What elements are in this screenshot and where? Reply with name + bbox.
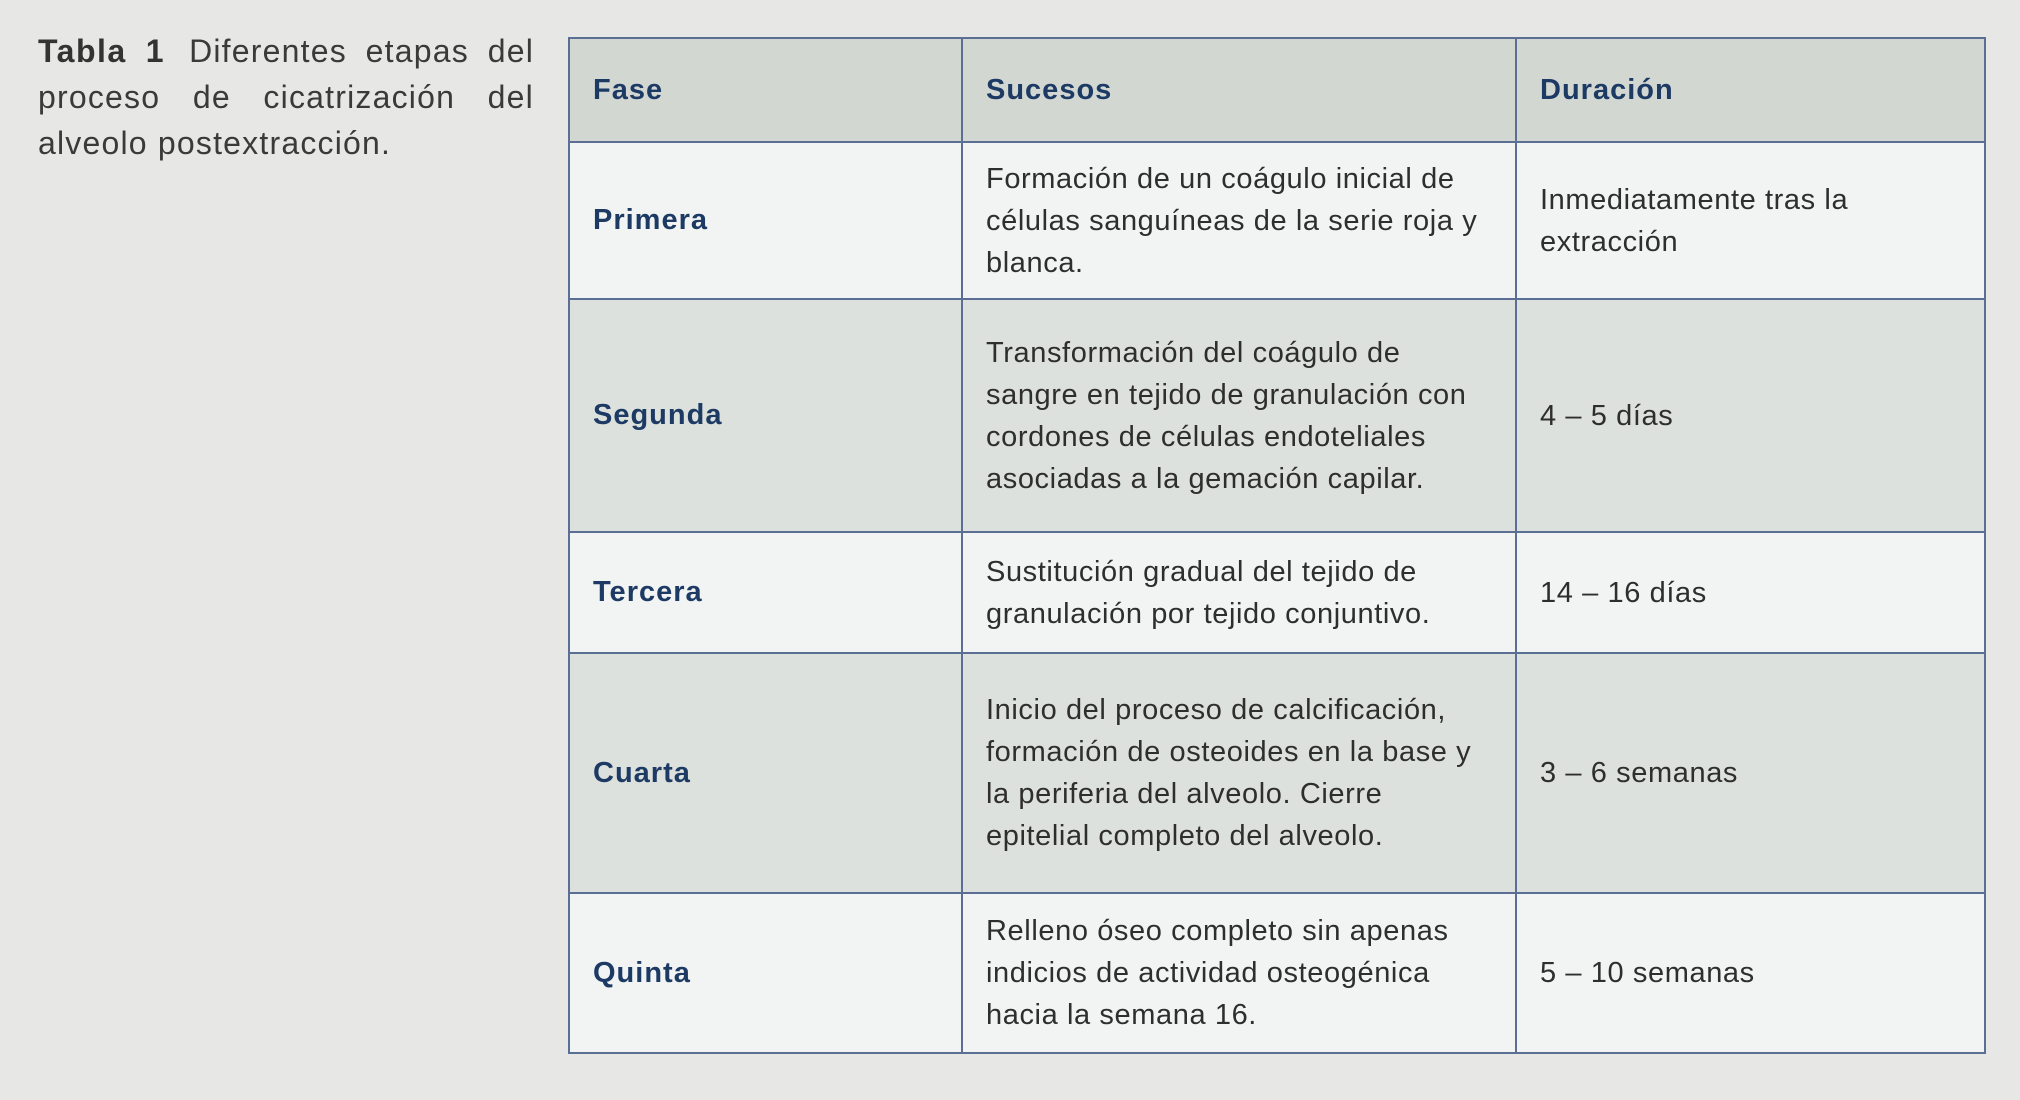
cell-fase: Quinta: [569, 893, 962, 1053]
healing-stages-table: [568, 37, 1986, 1054]
table-row: [569, 532, 1985, 653]
column-header-duracion: Duración: [1516, 38, 1985, 142]
cell-duracion: 4 – 5 días: [1516, 299, 1985, 532]
table-caption: [38, 28, 534, 166]
caption-text: Diferentes etapas del proceso de cicatrización del alveolo postextracción.: [38, 33, 535, 161]
caption-label: Tabla 1: [38, 33, 166, 69]
column-header-sucesos: Sucesos: [962, 38, 1516, 142]
table-row: [569, 893, 1985, 1053]
cell-sucesos: Relleno óseo completo sin apenas indicios de actividad osteogénica hacia la semana 16.: [962, 893, 1516, 1053]
cell-duracion: 14 – 16 días: [1516, 532, 1985, 653]
cell-sucesos: Formación de un coágulo inicial de células sanguíneas de la serie roja y blanca.: [962, 142, 1516, 299]
cell-fase: Tercera: [569, 532, 962, 653]
cell-duracion: Inmediatamente tras la extracción: [1516, 142, 1985, 299]
table-row: [569, 299, 1985, 532]
cell-fase: Primera: [569, 142, 962, 299]
cell-sucesos: Transformación del coágulo de sangre en tejido de granulación con cordones de células endoteliales asociadas a la gemación capilar.: [962, 299, 1516, 532]
table-header-row: [569, 38, 1985, 142]
cell-duracion: 5 – 10 semanas: [1516, 893, 1985, 1053]
cell-sucesos: Inicio del proceso de calcificación, formación de osteoides en la base y la periferia del alveolo. Cierre epitelial completo del alveolo.: [962, 653, 1516, 893]
table-row: [569, 653, 1985, 893]
cell-sucesos: Sustitución gradual del tejido de granulación por tejido conjuntivo.: [962, 532, 1516, 653]
cell-fase: Cuarta: [569, 653, 962, 893]
cell-fase: Segunda: [569, 299, 962, 532]
column-header-fase: Fase: [569, 38, 962, 142]
table-row: [569, 142, 1985, 299]
cell-duracion: 3 – 6 semanas: [1516, 653, 1985, 893]
